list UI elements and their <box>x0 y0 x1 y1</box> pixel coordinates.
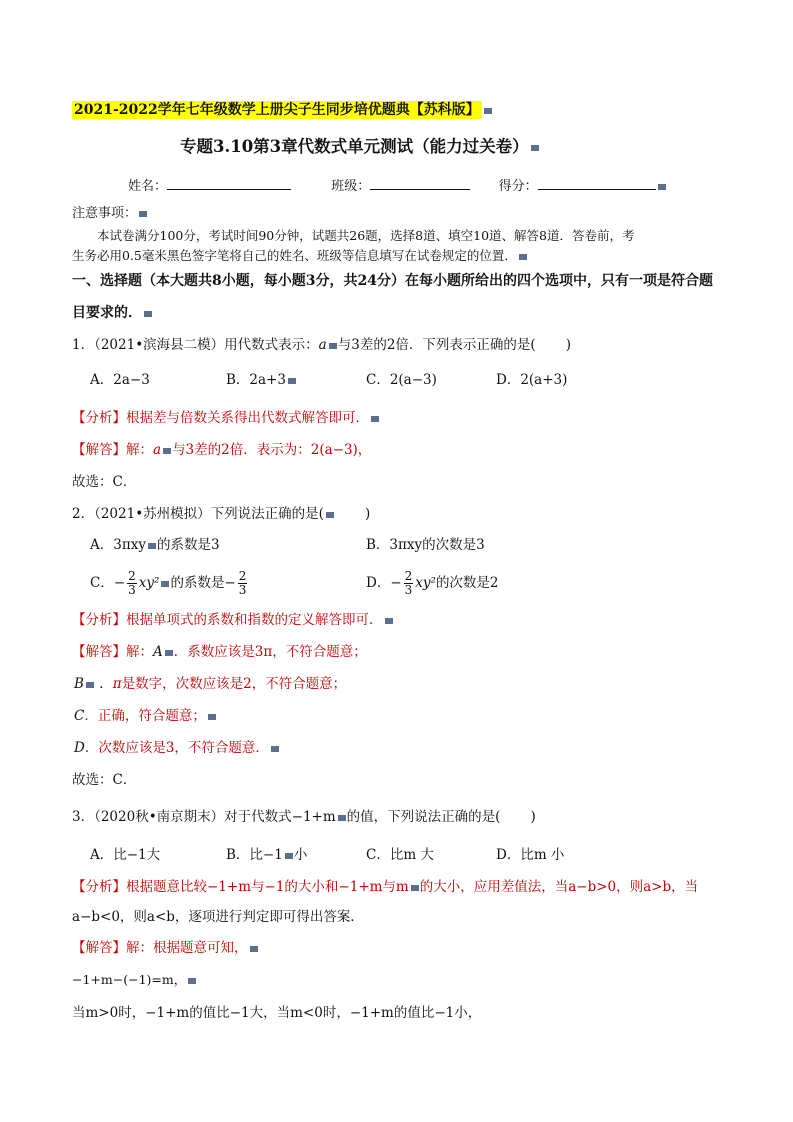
q3-stem: 3．（2020秋•南京期末）对于代数式−1+m <box>72 809 336 825</box>
q3-answer-row <box>72 938 259 958</box>
q2-answer-line3 <box>74 706 217 726</box>
anchor-icon <box>288 376 297 385</box>
q2-option-c[interactable] <box>90 568 249 598</box>
q1-option-b[interactable]: B．2a+3 <box>226 372 286 388</box>
q1-option-c[interactable]: C．2(a−3) <box>366 372 437 388</box>
q2-stem-row <box>72 504 370 524</box>
anchor-icon <box>271 744 280 753</box>
anchor-icon <box>139 209 148 218</box>
q1-var: a <box>318 337 327 353</box>
q3-stem-text: 的值，下列说法正确的是( <box>346 809 501 825</box>
anchor-icon <box>163 446 172 455</box>
q2-answer-pi: π <box>112 676 122 692</box>
q2-answer-text: ．正确，符合题意； <box>84 708 206 724</box>
q2-answer-text: ．次数应该是3，不符合题意． <box>84 740 269 756</box>
score-blank[interactable] <box>538 175 656 190</box>
anchor-icon <box>144 309 153 318</box>
anchor-icon <box>165 648 174 657</box>
section-heading-line2-row <box>72 303 153 323</box>
anchor-icon <box>86 680 95 689</box>
student-info-row <box>128 175 667 197</box>
q2-option-b-expr[interactable]: B．3πxy <box>366 537 423 553</box>
q2-answer-line1 <box>72 642 367 662</box>
anchor-icon <box>658 182 667 191</box>
q3-answer: 【解答】解：根据题意可知， <box>72 940 248 956</box>
q1-option-d[interactable]: D．2(a+3) <box>496 372 568 388</box>
notes-line1: 本试卷满分100分，考试时间90分钟，试题共26题，选择8道、填空10道、解答8道．答卷前，考 <box>97 228 635 243</box>
q2-option-b[interactable] <box>366 535 485 555</box>
page-title-row <box>180 137 540 157</box>
anchor-icon <box>411 883 420 892</box>
anchor-icon <box>188 976 197 985</box>
q2-answer-c: C <box>74 708 85 724</box>
q1-answer-text: 与3差的2倍．表示为：2(a−3)， <box>172 442 372 458</box>
q2-analysis-row <box>72 610 394 630</box>
q2-answer-text: ．系数应该是3π，不符合题意； <box>173 644 367 660</box>
anchor-icon <box>329 341 338 350</box>
q2-option-a[interactable] <box>90 535 220 555</box>
q2-option-b-text[interactable]: 的次数是3 <box>422 537 485 553</box>
q1-answer-row <box>72 440 371 460</box>
section-heading-line1: 一、选择题（本大题共8小题，每小题3分，共24分）在每小题所给出的四个选项中，只有一项是符合题 <box>72 273 713 289</box>
q1-stem-text: 1．（2021•滨海县二模）用代数式表示： <box>72 337 319 353</box>
anchor-icon <box>484 106 493 115</box>
page-title: 专题3.10第3章代数式单元测试（能力过关卷） <box>180 137 529 156</box>
q3-option-b[interactable] <box>226 845 307 865</box>
q3-equation-row <box>72 970 197 990</box>
notes-line2: 生务必用0.5毫米黑色签字笔将自己的姓名、班级等信息填写在试卷规定的位置． <box>72 248 517 263</box>
q2-option-d-sign[interactable]: D．− <box>366 575 402 591</box>
q3-option-c[interactable]: C．比m 大 <box>366 847 434 863</box>
q2-option-d[interactable] <box>366 568 499 598</box>
q3-option-b-text[interactable]: B．比−1 <box>226 847 283 863</box>
q1-answer-var: a <box>153 442 162 458</box>
q3-analysis-text: 的大小，应用差值法，当a−b>0，则a>b，当 <box>419 879 699 895</box>
anchor-icon <box>519 252 528 261</box>
q1-option-a[interactable]: A．2a−3 <box>90 372 150 388</box>
q2-option-d-var[interactable]: xy² <box>415 575 436 591</box>
header-banner-row <box>72 100 493 120</box>
q3-equation: −1+m−(−1)=m， <box>72 972 187 987</box>
anchor-icon <box>250 944 259 953</box>
q1-answer-label: 【解答】解： <box>72 442 153 458</box>
q1-analysis: 【分析】根据差与倍数关系得出代数式解答即可． <box>72 410 369 426</box>
class-blank[interactable] <box>370 175 470 190</box>
q2-close-paren: ) <box>364 506 371 522</box>
q3-analysis-line1 <box>72 877 698 897</box>
q3-close-paren: ) <box>530 809 536 825</box>
q1-option-b-row[interactable] <box>226 370 297 390</box>
q1-stem <box>72 335 571 355</box>
q3-option-d[interactable]: D．比m 小 <box>496 847 565 863</box>
q2-option-c-var[interactable]: xy² <box>138 575 160 591</box>
q2-answer-a: A <box>153 644 163 660</box>
q3-option-a[interactable]: A．比−1大 <box>90 847 161 863</box>
anchor-icon <box>148 541 157 550</box>
q2-option-c-text[interactable]: 的系数是− <box>170 575 236 591</box>
notes-heading-row <box>72 204 148 224</box>
q2-option-a-expr[interactable]: A．3πxy <box>90 537 146 553</box>
q3-stem-row <box>72 807 536 827</box>
anchor-icon <box>208 712 217 721</box>
q2-answer-d: D <box>74 740 85 756</box>
q2-option-c-sign[interactable]: C．− <box>90 575 126 591</box>
anchor-icon <box>531 143 540 152</box>
q2-answer-label: 【解答】解： <box>72 644 153 660</box>
q2-answer-line2: B ．π是数字，次数应该是2，不符合题意； <box>74 676 347 692</box>
fraction-numerator: 2 <box>404 569 413 583</box>
q2-answer-text: 是数字，次数应该是2，不符合题意； <box>121 676 347 692</box>
q1-choice: 故选：C． <box>72 474 137 490</box>
anchor-icon <box>385 616 394 625</box>
q2-answer-b: B <box>74 676 84 692</box>
q2-option-d-text[interactable]: 的次数是2 <box>435 575 499 591</box>
fraction-denominator: 3 <box>128 583 136 597</box>
fraction <box>127 570 137 597</box>
fraction <box>238 570 248 597</box>
class-label: 班级： <box>331 179 371 194</box>
fraction-numerator: 2 <box>128 569 136 583</box>
anchor-icon <box>338 813 347 822</box>
anchor-icon <box>161 579 170 588</box>
fraction-denominator: 3 <box>404 583 413 597</box>
q1-close-paren: ) <box>565 337 571 353</box>
q3-conclusion: 当m>0时，−1+m的值比−1大，当m<0时，−1+m的值比−1小， <box>72 1005 482 1021</box>
anchor-icon <box>371 414 380 423</box>
anchor-icon <box>285 851 294 860</box>
q2-choice: 故选：C． <box>72 772 137 788</box>
header-banner: 2021-2022学年七年级数学上册尖子生同步培优题典【苏科版】 <box>74 102 480 118</box>
q2-analysis: 【分析】根据单项式的系数和指数的定义解答即可． <box>72 612 383 628</box>
q2-answer-line4 <box>74 738 280 758</box>
section-heading-line2: 目要求的． <box>72 305 142 321</box>
notes-heading: 注意事项： <box>72 206 138 221</box>
fraction-numerator: 2 <box>238 569 247 583</box>
name-blank[interactable] <box>167 175 291 190</box>
q1-analysis-row <box>72 408 380 428</box>
notes-line2-row <box>72 246 528 266</box>
score-label: 得分： <box>498 179 538 194</box>
name-label: 姓名： <box>128 179 168 194</box>
q3-option-b-suffix[interactable]: 小 <box>293 847 308 863</box>
q1-stem-text: 与3差的2倍．下列表示正确的是( <box>337 337 536 353</box>
fraction-denominator: 3 <box>238 583 247 597</box>
q3-analysis-text: 【分析】根据题意比较−1+m与−1的大小和−1+m与m <box>72 879 409 895</box>
q2-option-a-text[interactable]: 的系数是3 <box>156 537 220 553</box>
q2-stem: 2．（2021•苏州模拟）下列说法正确的是( <box>72 506 324 522</box>
q3-analysis-line2: a−b<0，则a<b，逐项进行判定即可得出答案． <box>72 909 364 925</box>
fraction <box>404 570 414 597</box>
anchor-icon <box>326 510 335 519</box>
